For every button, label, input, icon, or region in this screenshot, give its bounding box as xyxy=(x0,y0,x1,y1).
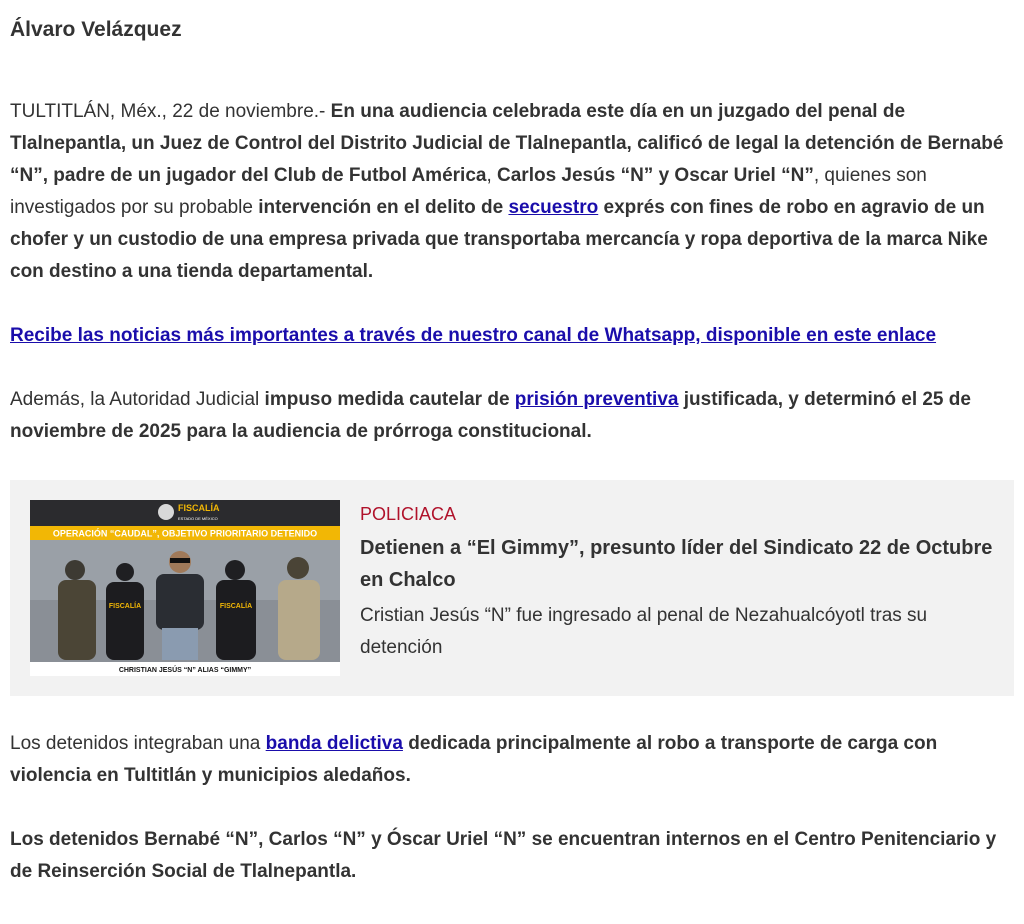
author-name: Álvaro Velázquez xyxy=(10,18,182,41)
related-article-text xyxy=(360,498,994,664)
paragraph-4 xyxy=(10,728,1014,792)
bold-text: Los detenidos Bernabé “N”, Carlos “N” y Óscar Uriel “N” se encuentran internos en el Centro Penitenciario y de Reinserción Social de Tlalnepantla. xyxy=(10,829,997,882)
bold-text: justificada, y determinó el 25 de noviembre de 2025 para la audiencia de prórroga constitucional. xyxy=(10,389,971,442)
whatsapp-channel-link[interactable]: Recibe las noticias más importantes a través de nuestro canal de Whatsapp, disponible en este enlace xyxy=(10,325,937,346)
bold-text: intervención en el delito de xyxy=(258,197,509,218)
image-logo-text: FISCALÍA xyxy=(178,503,220,513)
bold-text: exprés con fines de robo en agravio de un chofer y un custodio de una empresa privada que transportaba mercancía y ropa deportiva de la marca Nike con destino a una tienda departamental. xyxy=(10,197,988,282)
bold-text: impuso medida cautelar de xyxy=(264,389,515,410)
paragraph-1 xyxy=(10,96,1014,288)
related-subtitle: Cristian Jesús “N” fue ingresado al penal de Nezahualcóyotl tras su detención xyxy=(360,605,928,658)
seal-icon xyxy=(158,504,174,520)
bold-text: Carlos Jesús “N” y Oscar Uriel “N” xyxy=(497,165,814,186)
paragraph-3 xyxy=(10,384,1014,448)
related-category[interactable]: POLICIACA xyxy=(360,504,457,524)
bold-text: En una audiencia celebrada este día en un juzgado del penal de Tlalnepantla, un Juez de Control del Distrito Judicial de Tlalnepantla, calificó de legal la detención de Bernabé “N”, padre de un jugador del Club de Futbol América xyxy=(10,101,1004,186)
link-prision-preventiva[interactable]: prisión preventiva xyxy=(514,389,679,410)
image-caption: CHRISTIAN JESÚS “N” ALIAS “GIMMY” xyxy=(118,667,252,674)
image-banner-text: OPERACIÓN “CAUDAL”, OBJETIVO PRIORITARIO DETENIDO xyxy=(52,528,318,539)
related-article-image[interactable] xyxy=(30,500,340,676)
plain-text: , quienes son investigados por su probable xyxy=(10,165,927,218)
plain-text: Los detenidos integraban una xyxy=(10,733,266,754)
image-logo-subtext: ESTADO DE MÉXICO xyxy=(178,516,218,521)
related-article-card[interactable] xyxy=(10,480,1014,696)
vest-text-2: FISCALÍA xyxy=(219,603,253,610)
vest-text-1: FISCALÍA xyxy=(108,603,142,610)
plain-text: Además, la Autoridad Judicial xyxy=(10,389,265,410)
related-title[interactable]: Detienen a “El Gimmy”, presunto líder del Sindicato 22 de Octubre en Chalco xyxy=(360,537,993,591)
paragraph-5 xyxy=(10,824,1014,888)
dateline: TULTITLÁN, Méx., 22 de noviembre.- xyxy=(10,101,331,122)
link-secuestro[interactable]: secuestro xyxy=(508,197,599,218)
link-banda-delictiva[interactable]: banda delictiva xyxy=(265,733,403,754)
paragraph-whatsapp xyxy=(10,320,1014,352)
bold-text: dedicada principalmente al robo a transporte de carga con violencia en Tultitlán y municipios aledaños. xyxy=(10,733,938,786)
plain-text: , xyxy=(486,165,498,186)
